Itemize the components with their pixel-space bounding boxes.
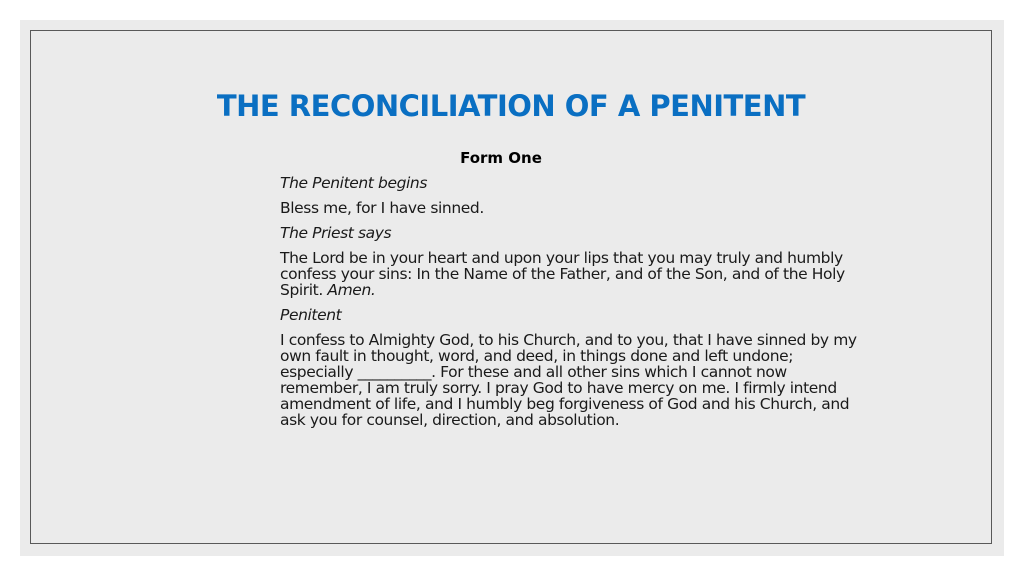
slide-title: THE RECONCILIATION OF A PENITENT — [216, 89, 806, 123]
priest-blessing-words: The Lord be in your heart and upon your lips that you may truly and humbly confess your sins: In the Name of the Father, and of the Son, and of the Holy Spirit. — [280, 249, 845, 299]
slide-subtitle: Form One — [460, 149, 542, 167]
rubric-penitent-begins: The Penitent begins — [280, 174, 428, 192]
amen-response: Amen. — [327, 281, 376, 299]
rubric-penitent: Penitent — [280, 306, 342, 324]
confession-text: I confess to Almighty God, to his Church, and to you, that I have sinned by my own fault in thought, word, and deed, in things done and left undone; especially __________. For these and all other sins which I cannot now remember, I am truly sorry. I pray God to have mercy on me. I firmly intend amendment of life, and I humbly beg forgiveness of God and his Church, and ask you for counsel, direction, and absolution. — [280, 331, 857, 429]
slide — [30, 30, 992, 544]
priest-blessing-text — [280, 250, 870, 298]
rubric-priest-says: The Priest says — [280, 224, 392, 242]
penitent-opening-line: Bless me, for I have sinned. — [280, 199, 484, 217]
slide-body — [280, 175, 870, 437]
presentation-stage — [20, 20, 1004, 556]
